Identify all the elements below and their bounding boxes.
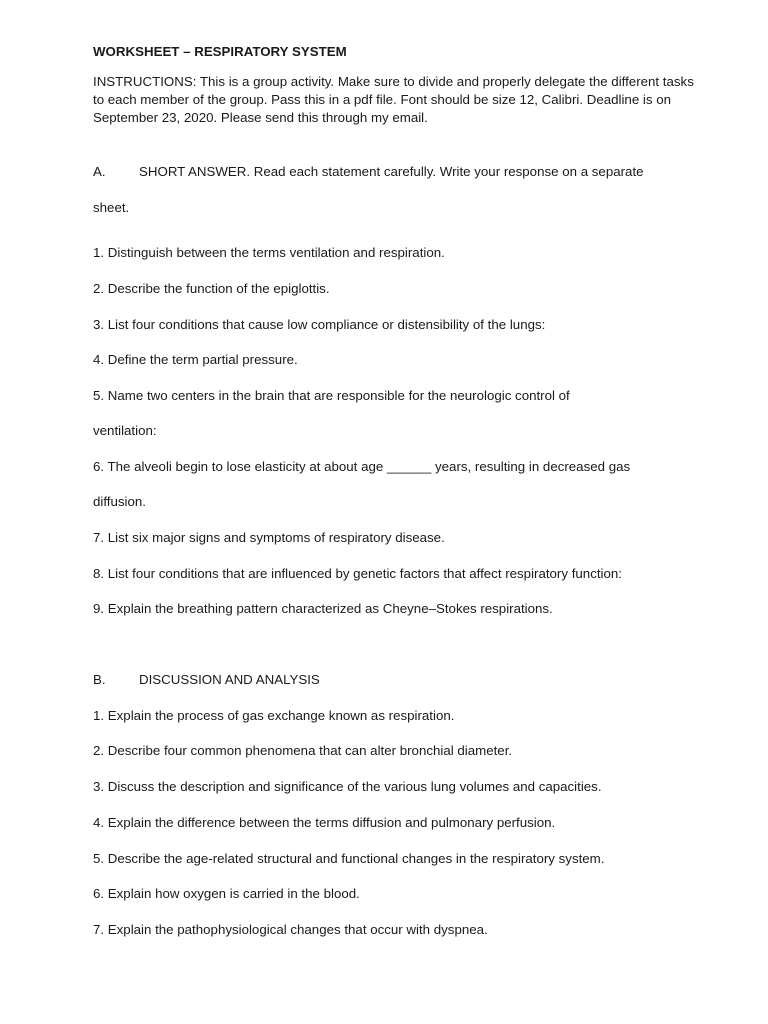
section-b-heading xyxy=(93,671,320,689)
section-b-question-7: 7. Explain the pathophysiological changes that occur with dyspnea. xyxy=(93,922,488,937)
section-a-question-3: 3. List four conditions that cause low compliance or distensibility of the lungs: xyxy=(93,317,546,332)
section-a-question-6: 6. The alveoli begin to lose elasticity at about age ______ years, resulting in decreased gas xyxy=(93,459,631,474)
section-b-question-1: 1. Explain the process of gas exchange known as respiration. xyxy=(93,708,455,723)
section-a-heading xyxy=(93,163,644,181)
section-a-letter: A. xyxy=(93,164,106,179)
section-b-question-3: 3. Discuss the description and significance of the various lung volumes and capacities. xyxy=(93,779,602,794)
section-a-question-2: 2. Describe the function of the epiglottis. xyxy=(93,281,330,296)
section-b-question-4: 4. Explain the difference between the terms diffusion and pulmonary perfusion. xyxy=(93,815,556,830)
section-a-heading-text: SHORT ANSWER. Read each statement carefully. Write your response on a separate xyxy=(139,164,644,179)
section-a-question-9: 9. Explain the breathing pattern characterized as Cheyne–Stokes respirations. xyxy=(93,601,553,616)
section-a-question-1: 1. Distinguish between the terms ventilation and respiration. xyxy=(93,245,445,260)
worksheet-title: WORKSHEET – RESPIRATORY SYSTEM xyxy=(93,44,347,59)
section-b-letter: B. xyxy=(93,672,106,687)
section-a-question-6-continued: diffusion. xyxy=(93,494,146,509)
section-a-question-4: 4. Define the term partial pressure. xyxy=(93,352,298,367)
instructions-paragraph: INSTRUCTIONS: This is a group activity. Make sure to divide and properly delegate the different tasks to each member of the group. Pass this in a pdf file. Font should be size 12, Calibri. Deadline is on September 23, 2020. Please send this through my email. xyxy=(93,74,694,125)
section-a-question-5-continued: ventilation: xyxy=(93,423,157,438)
section-b-question-6: 6. Explain how oxygen is carried in the blood. xyxy=(93,886,360,901)
section-a-heading-continued: sheet. xyxy=(93,200,130,215)
section-a-question-8: 8. List four conditions that are influenced by genetic factors that affect respiratory function: xyxy=(93,566,622,581)
section-b-question-2: 2. Describe four common phenomena that can alter bronchial diameter. xyxy=(93,743,513,758)
section-a-question-7: 7. List six major signs and symptoms of respiratory disease. xyxy=(93,530,445,545)
section-b-question-5: 5. Describe the age-related structural and functional changes in the respiratory system. xyxy=(93,851,605,866)
section-a-question-5: 5. Name two centers in the brain that are responsible for the neurologic control of xyxy=(93,388,570,403)
section-b-heading-text: DISCUSSION AND ANALYSIS xyxy=(139,672,320,687)
